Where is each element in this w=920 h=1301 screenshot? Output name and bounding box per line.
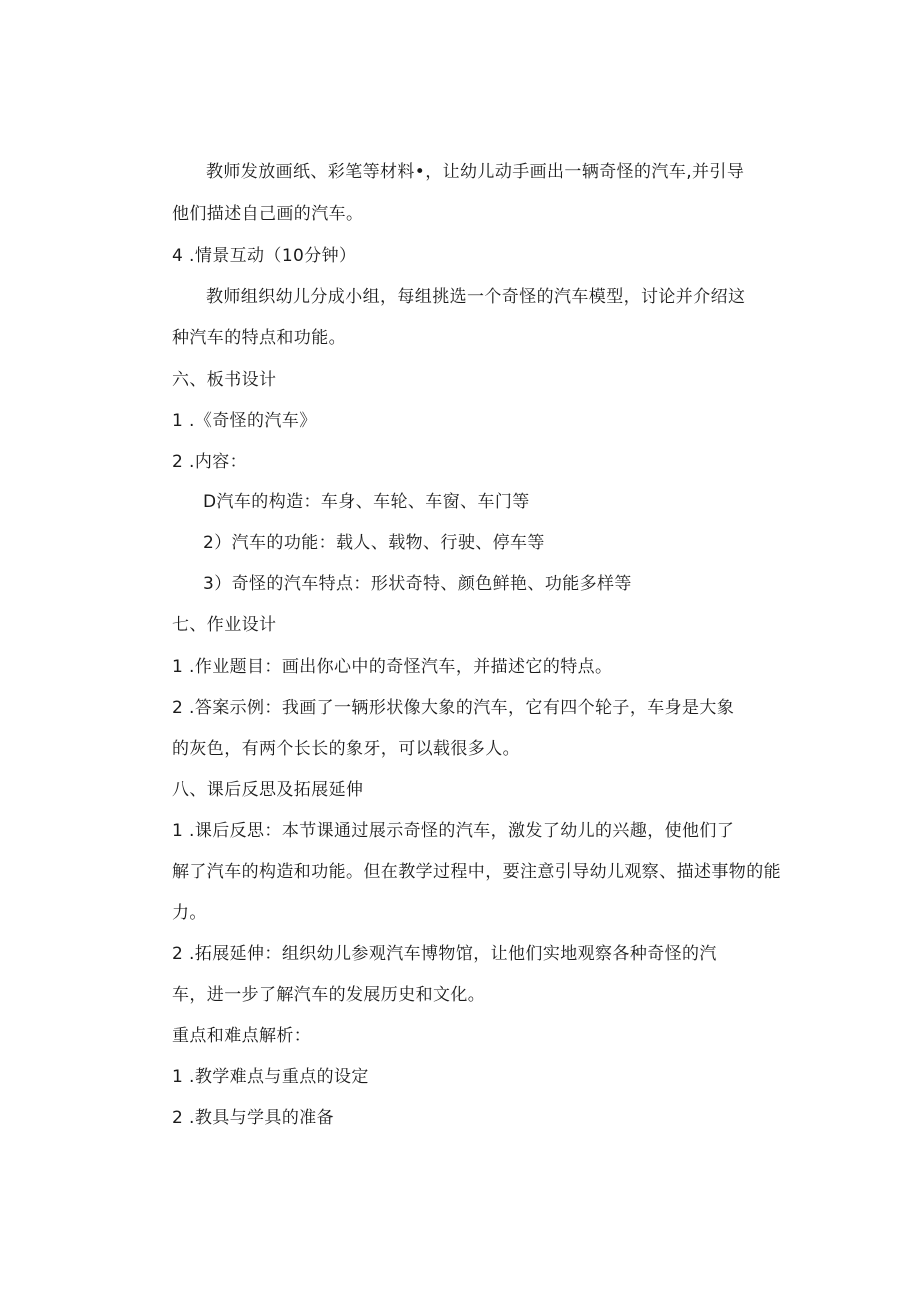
paragraph-group-activity-line-2: 种汽车的特点和功能。 — [172, 328, 346, 348]
item-key-difficulty-setting: 1 .教学难点与重点的设定 — [172, 1067, 369, 1087]
paragraph-drawing-activity-line-1: 教师发放画纸、彩笔等材料•，让幼儿动手画出一辆奇怪的汽车,并引导 — [206, 162, 745, 182]
item-extension-line-1: 2 .拓展延伸：组织幼儿参观汽车博物馆，让他们实地观察各种奇怪的汽 — [172, 944, 717, 964]
subitem-strange-car-features: 3）奇怪的汽车特点：形状奇特、颜色鲜艳、功能多样等 — [203, 574, 632, 594]
item-extension-line-2: 车，进一步了解汽车的发展历史和文化。 — [172, 985, 486, 1005]
heading-key-difficulties: 重点和难点解析： — [172, 1026, 312, 1046]
item-scene-interaction: 4 .情景互动（10分钟） — [172, 246, 357, 266]
heading-reflection-extension: 八、课后反思及拓展延伸 — [172, 780, 364, 800]
subitem-car-function: 2）汽车的功能：载人、载物、行驶、停车等 — [203, 533, 545, 553]
heading-blackboard-design: 六、板书设计 — [172, 370, 277, 390]
item-reflection-line-1: 1 .课后反思：本节课通过展示奇怪的汽车，激发了幼儿的兴趣，使他们了 — [172, 821, 735, 841]
item-answer-example-line-1: 2 .答案示例：我画了一辆形状像大象的汽车，它有四个轮子，车身是大象 — [172, 698, 735, 718]
heading-homework-design: 七、作业设计 — [172, 615, 277, 635]
item-teaching-aids: 2 .教具与学具的准备 — [172, 1108, 335, 1128]
item-reflection-line-3: 力。 — [172, 903, 207, 923]
item-board-title: 1 .《奇怪的汽车》 — [172, 411, 317, 431]
item-reflection-line-2: 解了汽车的构造和功能。但在教学过程中，要注意引导幼儿观察、描述事物的能 — [172, 862, 781, 882]
item-answer-example-line-2: 的灰色，有两个长长的象牙，可以载很多人。 — [172, 739, 520, 759]
item-homework-question: 1 .作业题目：画出你心中的奇怪汽车，并描述它的特点。 — [172, 657, 613, 677]
paragraph-drawing-activity-line-2: 他们描述自己画的汽车。 — [172, 204, 364, 224]
paragraph-group-activity-line-1: 教师组织幼儿分成小组，每组挑选一个奇怪的汽车模型，讨论并介绍这 — [206, 287, 746, 307]
subitem-car-structure: D汽车的构造：车身、车轮、车窗、车门等 — [203, 492, 530, 512]
item-board-content: 2 .内容： — [172, 452, 248, 472]
